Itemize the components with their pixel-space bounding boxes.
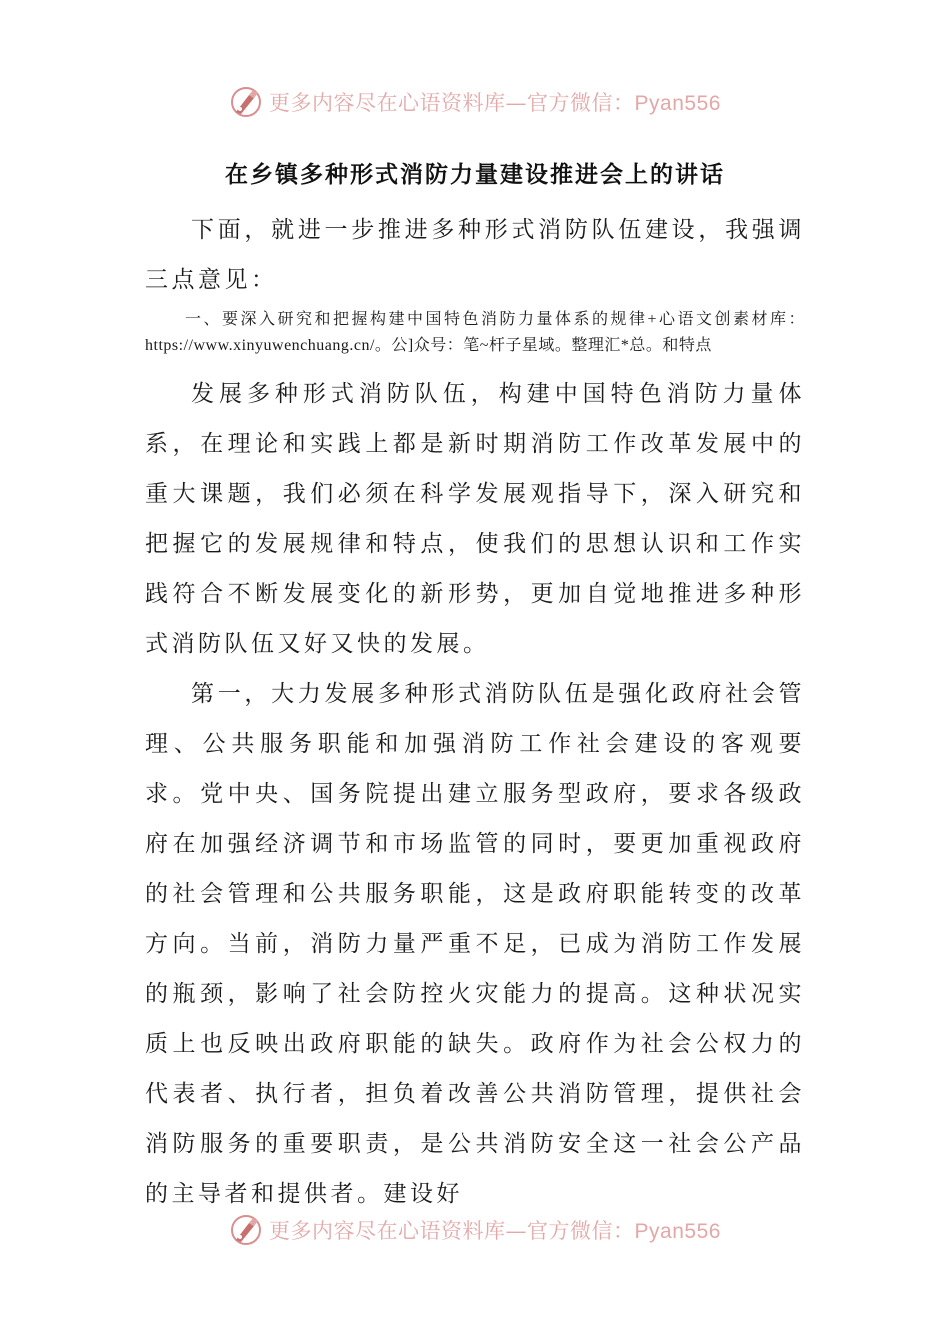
intro-paragraph: 下面，就进一步推进多种形式消防队伍建设，我强调三点意见： [145,217,805,293]
footer-watermark-banner [0,1208,950,1252]
section-heading-1: 一、要深入研究和把握构建中国特色消防力量体系的规律+心语文创素材库：https://www.xinyuwenchuang.cn/。公]众号：笔~杆子星域。整理汇*总。和特点 [145,311,805,354]
header-watermark-banner [0,80,950,124]
document-title: 在乡镇多种形式消防力量建设推进会上的讲话 [225,161,725,188]
body-paragraph-1: 发展多种形式消防队伍，构建中国特色消防力量体系，在理论和实践上都是新时期消防工作改革发展中的重大课题，我们必须在科学发展观指导下，深入研究和把握它的发展规律和特点，使我们的思想认识和工作实践符合不断发展变化的新形势，更加自觉地推进多种形式消防队伍又好又快的发展。 [145,381,805,657]
document-body [145,205,805,1219]
pen-nib-logo-icon [229,1213,263,1247]
footer-watermark-text: 更多内容尽在心语资料库—官方微信：Pyan556 [269,1219,721,1243]
header-watermark-text: 更多内容尽在心语资料库—官方微信：Pyan556 [269,91,721,115]
body-paragraph-2: 第一，大力发展多种形式消防队伍是强化政府社会管理、公共服务职能和加强消防工作社会建设的客观要求。党中央、国务院提出建立服务型政府，要求各级政府在加强经济调节和市场监管的同时，要更加重视政府的社会管理和公共服务职能，这是政府职能转变的改革方向。当前，消防力量严重不足，已成为消防工作发展的瓶颈，影响了社会防控火灾能力的提高。这种状况实质上也反映出政府职能的缺失。政府作为社会公权力的代表者、执行者，担负着改善公共消防管理，提供社会消防服务的重要职责，是公共消防安全这一社会公产品的主导者和提供者。建设好 [145,681,805,1207]
pen-nib-logo-icon [229,85,263,119]
